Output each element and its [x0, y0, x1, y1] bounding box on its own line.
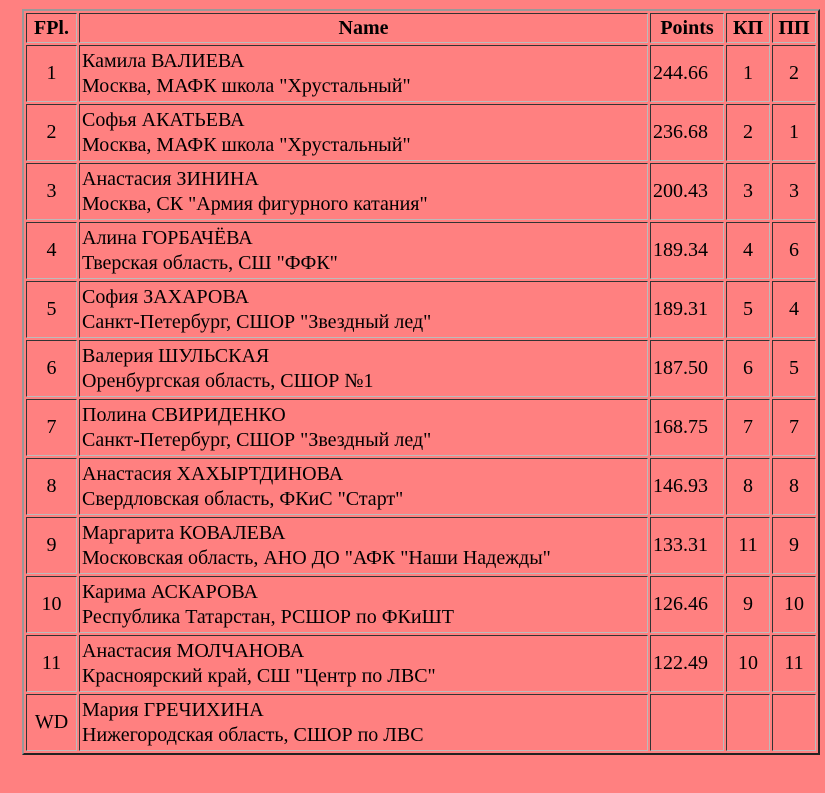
place-cell: 6 — [26, 340, 77, 397]
kp-place-cell: 8 — [726, 458, 770, 515]
skater-cell — [79, 635, 648, 692]
points-cell: 189.31 — [650, 281, 724, 338]
header-kp: КП — [726, 13, 770, 43]
skater-club: Свердловская область, ФКиС "Старт" — [82, 487, 404, 510]
skater-cell — [79, 222, 648, 279]
place-cell: WD — [26, 694, 77, 751]
skater-name: Маргарита КОВАЛЕВА — [82, 521, 286, 544]
pp-place-cell: 5 — [772, 340, 816, 397]
results-table — [22, 9, 820, 755]
table-row — [26, 576, 816, 633]
skater-cell — [79, 281, 648, 338]
place-cell: 4 — [26, 222, 77, 279]
skater-club: Санкт-Петербург, СШОР "Звездный лед" — [82, 428, 432, 451]
skater-club: Нижегородская область, СШОР по ЛВС — [82, 723, 424, 746]
table-row — [26, 222, 816, 279]
place-cell: 8 — [26, 458, 77, 515]
kp-place-cell: 11 — [726, 517, 770, 574]
skater-name: София ЗАХАРОВА — [82, 285, 249, 308]
skater-cell — [79, 694, 648, 751]
points-cell: 126.46 — [650, 576, 724, 633]
kp-place-cell: 1 — [726, 45, 770, 102]
table-row — [26, 458, 816, 515]
table-row — [26, 517, 816, 574]
header-row — [26, 13, 816, 43]
pp-place-cell — [772, 694, 816, 751]
points-cell: 244.66 — [650, 45, 724, 102]
skater-cell — [79, 163, 648, 220]
kp-place-cell: 9 — [726, 576, 770, 633]
results-body — [26, 45, 816, 751]
points-cell — [650, 694, 724, 751]
place-cell: 5 — [26, 281, 77, 338]
skater-cell — [79, 340, 648, 397]
skater-cell — [79, 517, 648, 574]
header-place: FPl. — [26, 13, 77, 43]
kp-place-cell: 10 — [726, 635, 770, 692]
pp-place-cell: 2 — [772, 45, 816, 102]
header-name: Name — [79, 13, 648, 43]
pp-place-cell: 4 — [772, 281, 816, 338]
place-cell: 11 — [26, 635, 77, 692]
points-cell: 200.43 — [650, 163, 724, 220]
pp-place-cell: 6 — [772, 222, 816, 279]
pp-place-cell: 1 — [772, 104, 816, 161]
points-cell: 146.93 — [650, 458, 724, 515]
skater-name: Полина СВИРИДЕНКО — [82, 403, 286, 426]
pp-place-cell: 9 — [772, 517, 816, 574]
skater-cell — [79, 104, 648, 161]
pp-place-cell: 10 — [772, 576, 816, 633]
place-cell: 9 — [26, 517, 77, 574]
skater-cell — [79, 45, 648, 102]
skater-club: Москва, МАФК школа "Хрустальный" — [82, 74, 411, 97]
place-cell: 7 — [26, 399, 77, 456]
kp-place-cell: 6 — [726, 340, 770, 397]
skater-cell — [79, 576, 648, 633]
table-row — [26, 163, 816, 220]
header-points: Points — [650, 13, 724, 43]
skater-club: Красноярский край, СШ "Центр по ЛВС" — [82, 664, 436, 687]
skater-name: Камила ВАЛИЕВА — [82, 49, 245, 72]
skater-name: Алина ГОРБАЧЁВА — [82, 226, 253, 249]
table-row — [26, 281, 816, 338]
header-pp: ПП — [772, 13, 816, 43]
pp-place-cell: 8 — [772, 458, 816, 515]
skater-club: Республика Татарстан, РСШОР по ФКиШТ — [82, 605, 454, 628]
table-row — [26, 694, 816, 751]
skater-cell — [79, 458, 648, 515]
points-cell: 168.75 — [650, 399, 724, 456]
points-cell: 187.50 — [650, 340, 724, 397]
skater-cell — [79, 399, 648, 456]
skater-name: Анастасия МОЛЧАНОВА — [82, 639, 305, 662]
pp-place-cell: 3 — [772, 163, 816, 220]
skater-club: Тверская область, СШ "ФФК" — [82, 251, 338, 274]
skater-name: Софья АКАТЬЕВА — [82, 108, 245, 131]
skater-club: Москва, МАФК школа "Хрустальный" — [82, 133, 411, 156]
table-row — [26, 635, 816, 692]
points-cell: 189.34 — [650, 222, 724, 279]
table-row — [26, 104, 816, 161]
skater-name: Валерия ШУЛЬСКАЯ — [82, 344, 270, 367]
pp-place-cell: 11 — [772, 635, 816, 692]
place-cell: 3 — [26, 163, 77, 220]
kp-place-cell: 7 — [726, 399, 770, 456]
skater-club: Санкт-Петербург, СШОР "Звездный лед" — [82, 310, 432, 333]
place-cell: 2 — [26, 104, 77, 161]
pp-place-cell: 7 — [772, 399, 816, 456]
place-cell: 10 — [26, 576, 77, 633]
place-cell: 1 — [26, 45, 77, 102]
kp-place-cell: 4 — [726, 222, 770, 279]
table-row — [26, 45, 816, 102]
skater-club: Оренбургская область, СШОР №1 — [82, 369, 374, 392]
kp-place-cell — [726, 694, 770, 751]
table-row — [26, 340, 816, 397]
skater-name: Карима АСКАРОВА — [82, 580, 258, 603]
skater-name: Мария ГРЕЧИХИНА — [82, 698, 264, 721]
kp-place-cell: 2 — [726, 104, 770, 161]
skater-club: Московская область, АНО ДО "АФК "Наши Надежды" — [82, 546, 551, 569]
kp-place-cell: 5 — [726, 281, 770, 338]
points-cell: 122.49 — [650, 635, 724, 692]
table-row — [26, 399, 816, 456]
skater-name: Анастасия ХАХЫРТДИНОВА — [82, 462, 344, 485]
kp-place-cell: 3 — [726, 163, 770, 220]
skater-name: Анастасия ЗИНИНА — [82, 167, 259, 190]
points-cell: 236.68 — [650, 104, 724, 161]
skater-club: Москва, СК "Армия фигурного катания" — [82, 192, 428, 215]
points-cell: 133.31 — [650, 517, 724, 574]
